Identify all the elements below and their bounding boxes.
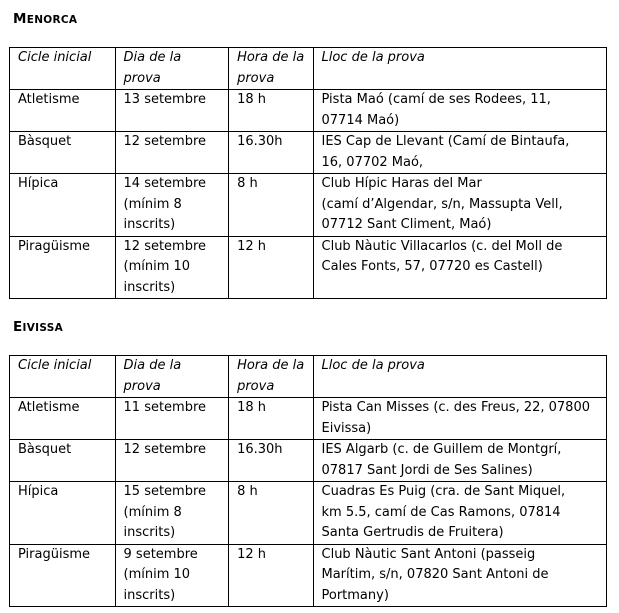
cell-cicle: Atletisme bbox=[10, 90, 116, 132]
cell-lloc: Pista Can Misses (c. des Freus, 22, 07800 Eivissa) bbox=[313, 398, 607, 440]
cell-cicle: Piragüisme bbox=[10, 544, 116, 607]
cell-dia: 14 setembre (mínim 8 inscrits) bbox=[115, 174, 229, 237]
table-row bbox=[10, 90, 607, 132]
cell-lloc: IES Algarb (c. de Guillem de Montgrí, 07817 Sant Jordi de Ses Salines) bbox=[313, 440, 607, 482]
cell-dia: 13 setembre bbox=[115, 90, 229, 132]
cell-lloc: IES Cap de Llevant (Camí de Bintaufa, 16, 07702 Maó, bbox=[313, 132, 607, 174]
cell-hora: 16.30h bbox=[229, 132, 313, 174]
cell-lloc: Club Nàutic Villacarlos (c. del Moll de Cales Fonts, 57, 07720 es Castell) bbox=[313, 236, 607, 299]
cell-lloc: Cuadras Es Puig (cra. de Sant Miquel, km 5.5, camí de Cas Ramons, 07814 Santa Gertrudis de Fruitera) bbox=[313, 482, 607, 545]
cell-hora: 12 h bbox=[229, 236, 313, 299]
header-cicle: Cicle inicial bbox=[10, 48, 116, 90]
title-initial: M bbox=[13, 11, 27, 27]
cell-hora: 12 h bbox=[229, 544, 313, 607]
header-hora: Hora de la prova bbox=[229, 48, 313, 90]
cell-hora: 18 h bbox=[229, 398, 313, 440]
cell-lloc: Pista Maó (camí de ses Rodees, 11, 07714 Maó) bbox=[313, 90, 607, 132]
cell-dia: 12 setembre (mínim 10 inscrits) bbox=[115, 236, 229, 299]
title-initial: E bbox=[13, 319, 23, 335]
header-hora: Hora de la prova bbox=[229, 356, 313, 398]
cell-hora: 8 h bbox=[229, 482, 313, 545]
header-dia: Dia de la prova bbox=[115, 356, 229, 398]
title-rest: ENORCA bbox=[26, 14, 78, 26]
cell-dia: 12 setembre bbox=[115, 132, 229, 174]
table-row bbox=[10, 482, 607, 545]
table-row bbox=[10, 174, 607, 237]
cell-hora: 18 h bbox=[229, 90, 313, 132]
cell-lloc: Club Nàutic Sant Antoni (passeig Marítim, s/n, 07820 Sant Antoni de Portmany) bbox=[313, 544, 607, 607]
cell-lloc: Club Hípic Haras del Mar (camí d’Algendar, s/n, Massupta Vell, 07712 Sant Climent, Maó) bbox=[313, 174, 607, 237]
cell-cicle: Hípica bbox=[10, 174, 116, 237]
table-header-row bbox=[10, 356, 607, 398]
cell-cicle: Bàsquet bbox=[10, 440, 116, 482]
table-row bbox=[10, 398, 607, 440]
header-cicle: Cicle inicial bbox=[10, 356, 116, 398]
cell-hora: 8 h bbox=[229, 174, 313, 237]
header-dia: Dia de la prova bbox=[115, 48, 229, 90]
table-header-row bbox=[10, 48, 607, 90]
title-rest: IVISSA bbox=[22, 322, 64, 334]
cell-cicle: Bàsquet bbox=[10, 132, 116, 174]
table-row bbox=[10, 236, 607, 299]
table-row bbox=[10, 544, 607, 607]
cell-cicle: Hípica bbox=[10, 482, 116, 545]
cell-dia: 12 setembre bbox=[115, 440, 229, 482]
cell-cicle: Atletisme bbox=[10, 398, 116, 440]
eivissa-table bbox=[9, 355, 607, 607]
table-row bbox=[10, 440, 607, 482]
cell-cicle: Piragüisme bbox=[10, 236, 116, 299]
section-title-eivissa bbox=[13, 319, 63, 335]
cell-dia: 15 setembre (mínim 8 inscrits) bbox=[115, 482, 229, 545]
menorca-table bbox=[9, 47, 607, 299]
section-title-menorca bbox=[13, 11, 77, 27]
header-lloc: Lloc de la prova bbox=[313, 356, 607, 398]
table-row bbox=[10, 132, 607, 174]
header-lloc: Lloc de la prova bbox=[313, 48, 607, 90]
cell-hora: 16.30h bbox=[229, 440, 313, 482]
cell-dia: 9 setembre (mínim 10 inscrits) bbox=[115, 544, 229, 607]
cell-dia: 11 setembre bbox=[115, 398, 229, 440]
